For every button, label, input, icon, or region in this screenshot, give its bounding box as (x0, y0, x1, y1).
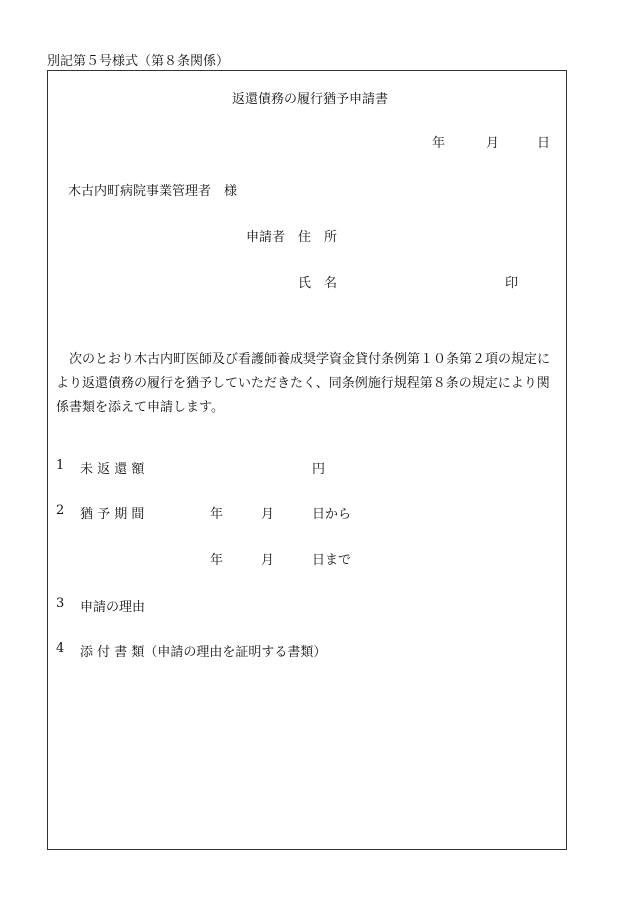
recipient: 木古内町病院事業管理者 様 (68, 184, 238, 199)
item-number-2: 2 (56, 503, 65, 518)
date-day-label: 日 (537, 136, 551, 151)
body-paragraph: 次のとおり木古内町医師及び看護師養成奨学資金貸付条例第１０条第２項の規定により返還債務の履行を猶予していただきたく、同条例施行規程第８条の規定により関係書類を添えて申請します。 (56, 352, 551, 415)
period-from-year: 年 (210, 507, 224, 522)
form-caption: 別記第５号様式（第８条関係） (47, 54, 230, 69)
date-month-label: 月 (486, 136, 500, 151)
seal-label: 印 (505, 276, 519, 291)
period-to-day: 日まで (312, 553, 352, 568)
item-label-deferral-period: 猶 予 期 間 (80, 507, 145, 522)
item-label-attachments: 添 付 書 類（申請の理由を証明する書類） (80, 645, 327, 660)
item-number-4: 4 (56, 641, 65, 656)
document-title: 返還債務の履行猶予申請書 (231, 92, 388, 107)
date-year-label: 年 (432, 136, 446, 151)
period-from-day: 日から (312, 507, 352, 522)
period-from-month: 月 (261, 507, 275, 522)
item-number-3: 3 (56, 596, 65, 611)
item-label-unpaid-amount: 未 返 還 額 (80, 462, 145, 477)
period-to-year: 年 (210, 553, 224, 568)
unpaid-amount-unit: 円 (312, 462, 326, 477)
item-label-reason: 申請の理由 (80, 600, 146, 615)
item-number-1: 1 (56, 458, 65, 473)
address-label: 住 所 (298, 230, 338, 245)
applicant-label: 申請者 (246, 230, 286, 245)
period-to-month: 月 (261, 553, 275, 568)
name-label: 氏 名 (298, 276, 338, 291)
